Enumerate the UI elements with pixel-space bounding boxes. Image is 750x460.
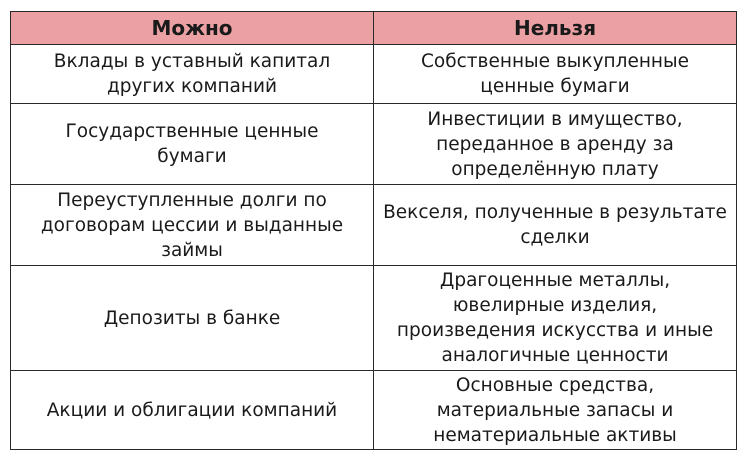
- table-row: [11, 266, 737, 371]
- allowed-cell: Переуступленные долги по договорам цессии и выданные займы: [11, 185, 374, 266]
- allowed-cell: Вклады в уставный капитал других компаний: [11, 45, 374, 104]
- header-forbidden: Нельзя: [374, 12, 737, 45]
- forbidden-cell: Собственные выкупленные ценные бумаги: [374, 45, 737, 104]
- allowed-cell: Акции и облигации компаний: [11, 371, 374, 450]
- allowed-cell: Государственные ценные бумаги: [11, 104, 374, 185]
- table-row: [11, 45, 737, 104]
- table-row: [11, 104, 737, 185]
- header-allowed: Можно: [11, 12, 374, 45]
- forbidden-cell: Драгоценные металлы, ювелирные изделия, произведения искусства и иные аналогичные ценности: [374, 266, 737, 371]
- comparison-table: [10, 11, 737, 450]
- header-row: [11, 12, 737, 45]
- table-row: [11, 185, 737, 266]
- forbidden-cell: Инвестиции в имущество, переданное в аренду за определённую плату: [374, 104, 737, 185]
- forbidden-cell: Векселя, полученные в результате сделки: [374, 185, 737, 266]
- comparison-table-container: [10, 11, 736, 450]
- allowed-cell: Депозиты в банке: [11, 266, 374, 371]
- forbidden-cell: Основные средства, материальные запасы и нематериальные активы: [374, 371, 737, 450]
- table-row: [11, 371, 737, 450]
